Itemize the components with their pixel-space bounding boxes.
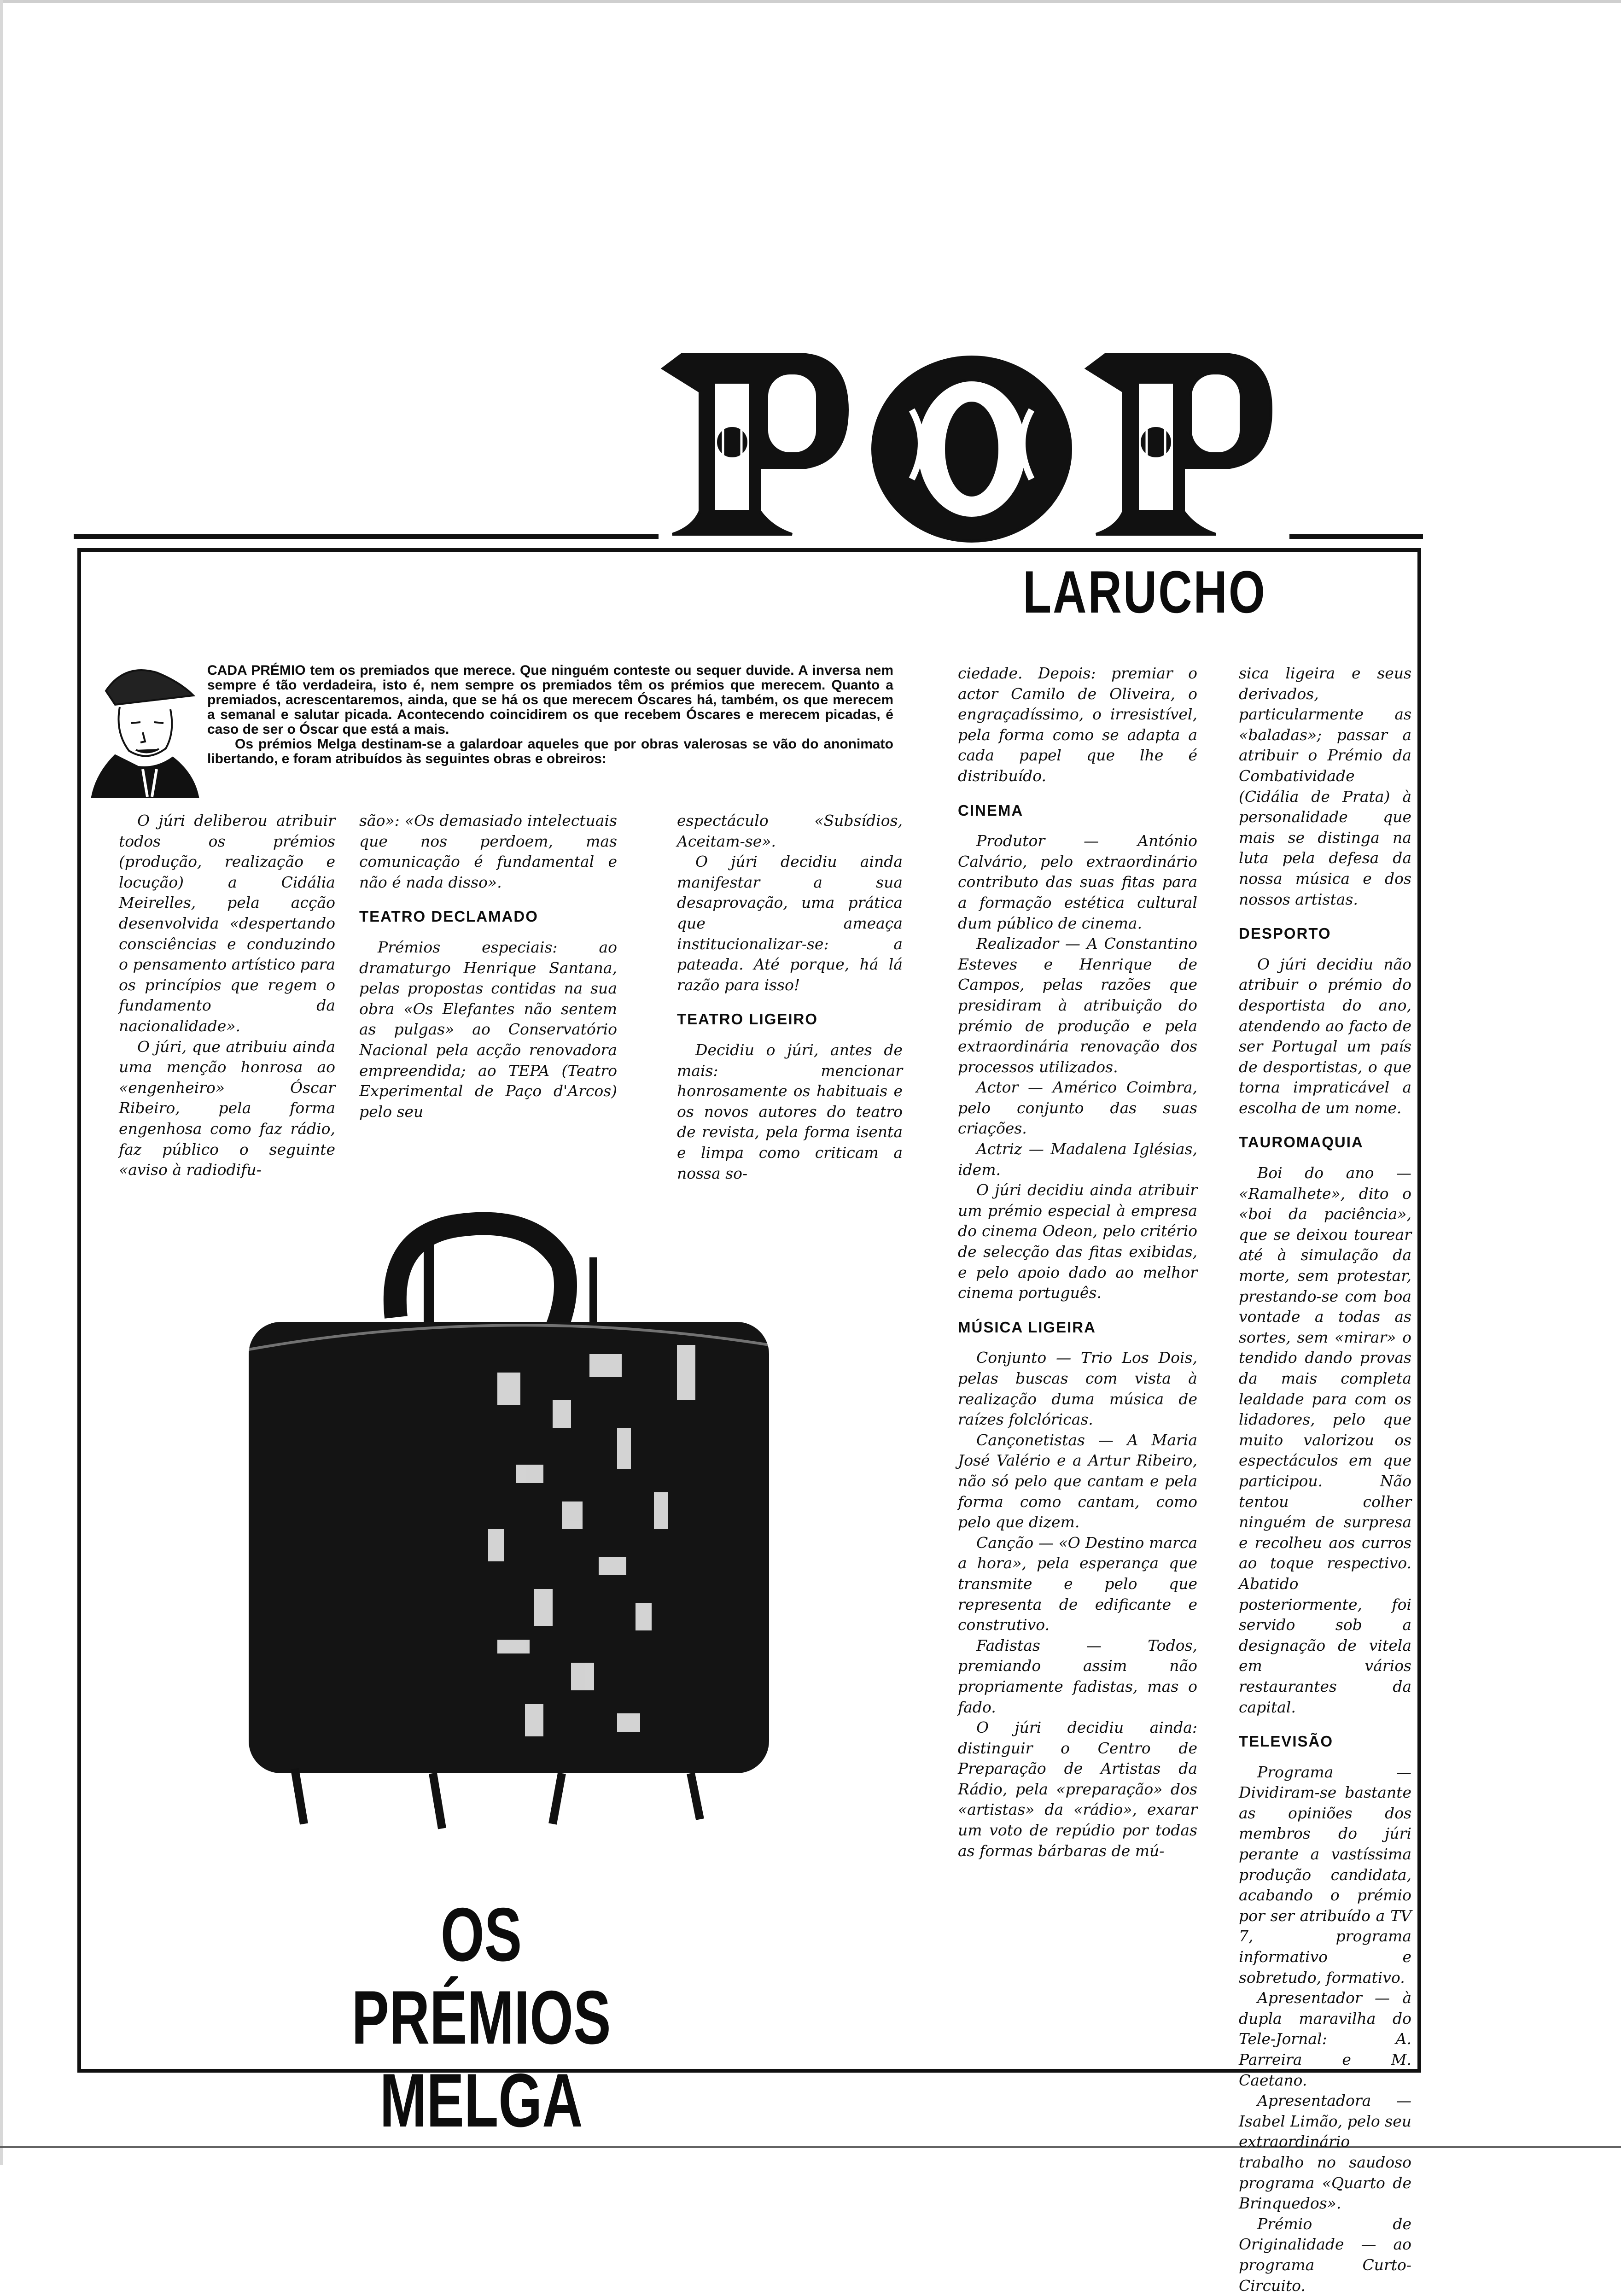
paragraph: Decidiu o júri, antes de mais: mencionar honrosamente os habituais e os novos autores do teatro de revista, pela forma isenta e limpa como criticam a nossa so- [677,1040,903,1182]
column-1 [119,811,335,1180]
section-heading: TEATRO LIGEIRO [677,1011,818,1028]
section-heading: CINEMA [958,801,1024,819]
section-heading: TELEVISÃO [1239,1733,1334,1750]
paragraph: Conjunto — Trio Los Dois, pelas buscas com vista à realização duma música de raízes folclóricas. [958,1349,1197,1429]
paragraph: Produtor — António Calvário, pelo extraordinário contributo das suas fitas para a formação estética cultural dum público de cinema. [958,832,1197,932]
caricature-illustration [87,663,203,801]
pop-masthead-logo [654,350,1289,553]
paragraph: Canção — «O Destino marca a hora», pela esperança que transmite e pelo que representa de edificante e construtivo. [958,1533,1197,1634]
paragraph: O júri, que atribuiu ainda uma menção honrosa ao «engenheiro» Óscar Ribeiro, pela forma engenhosa como faz rádio, faz público o seguinte «aviso à radiodifu- [119,1037,335,1179]
paragraph: Apresentador — à dupla maravilha do Tele-Jornal: A. Parreira e M. Caetano. [1239,1989,1411,2089]
paragraph: são»: «Os demasiado intelectuais que nos perdoem, mas comunicação é fundamental e não é nada disso». [359,812,617,891]
frame-rule-left [74,534,659,539]
scan-mark [0,0,3,2165]
paragraph: Cançonetistas — A Maria José Valério e a Artur Ribeiro, não só pelo que cantam e pela forma como cantam, como pelo que dizem. [958,1431,1197,1531]
headline [340,1893,623,2142]
headline-line-1: OS PRÉMIOS [351,1892,611,2060]
intro-text-2: Os prémios Melga destinam-se a galardoar aqueles que por obras valerosas se vão do anonimato libertando, e foram atribuídos às seguintes obras e obreiros: [207,736,893,766]
paragraph: Boi do ano — «Ramalhete», dito o «boi da paciência», que se deixou tourear até à simulação da morte, sem protestar, prestando-se com boa vontade a todas as sortes, sem «mirar» o tendido dando provas da mais completa lealdade para com os lidadores, pelo que muito valorizou os espectáculos em que participou. Não tentou colher ninguém de surpresa e recolheu aos curros ao toque respectivo. Abatido posteriormente, foi servido sob a designação de vitela em vários restaurantes da capital. [1239,1164,1411,1716]
paragraph: ciedade. Depois: premiar o actor Camilo de Oliveira, o engraçadíssimo, o irresistível, pela forma como se adapta a cada papel que lhe é distribuído. [958,664,1197,785]
intro-lead: CADA PRÉMIO [207,663,306,678]
paragraph: espectáculo «Subsídios, Aceitam-se». [677,812,903,850]
paragraph: Prémio de Originalidade — ao programa Curto-Circuito. [1239,2214,1411,2295]
handbag-illustration [239,1207,792,1847]
paragraph: Programa — Dividiram-se bastante as opiniões dos membros do júri perante a vastíssima produção candidata, acabando o prémio por ser atribuído a TV 7, programa informativo e sobretudo, formativo. [1239,1763,1411,1986]
section-heading: TAUROMAQUIA [1239,1133,1364,1151]
paragraph: Prémios especiais: ao dramaturgo Henrique Santana, pelas propostas contidas na sua obra «Os Elefantes não sentem as pulgas» ao Conservatório Nacional pela acção renovadora empreendida; ao TEPA (Teatro Experimental de Paço d'Arcos) pelo seu [359,938,617,1121]
paragraph: Realizador — A Constantino Esteves e Henrique de Campos, pelas razões que presidiram à atribuição do prémio de produção e pela extraordinária renovação dos processos utilizados. [958,935,1197,1076]
paragraph: O júri decidiu ainda atribuir um prémio especial à empresa do cinema Odeon, pelo critério de selecção das fitas exibidas, e pelo apoio dado ao melhor cinema português. [958,1181,1197,1302]
paragraph: Actor — Américo Coimbra, pelo conjunto das suas criações. [958,1078,1197,1138]
column-4 [958,663,1197,1861]
section-heading: DESPORTO [1239,925,1331,942]
paragraph: Fadistas — Todos, premiando assim não propriamente fadistas, mas o fado. [958,1636,1197,1716]
paragraph: O júri decidiu não atribuir o prémio do desportista do ano, atendendo ao facto de ser Portugal um país de desportistas, o que torna impraticável a escolha de um nome. [1239,955,1411,1117]
paragraph: sica ligeira e seus derivados, particularmente as «baladas»; passar a atribuir o Prémio da Combatividade (Cidália de Prata) à personalidade que mais se distinga na luta pela defesa da nossa música e dos nossos artistas. [1239,664,1411,908]
paragraph: Actriz — Madalena Iglésias, idem. [958,1140,1197,1179]
paragraph: O júri deliberou atribuir todos os prémios (produção, realização e locução) a Cidália Meirelles, pela acção desenvolvida «despertando consciências e conduzindo o pensamento artístico para os princípios que regem o fundamento da nacionalidade». [119,812,335,1035]
intro-paragraph [207,663,893,766]
paragraph: O júri decidiu ainda manifestar a sua desaprovação, uma prática que ameaça institucionalizar-se: a pateada. Até porque, há lá razão para isso! [677,853,903,994]
scan-mark [0,0,1621,3]
column-5 [1239,663,1411,2296]
frame-rule-right [1289,534,1423,539]
paragraph: O júri decidiu ainda: distinguir o Centro de Preparação de Artistas da Rádio, pela «preparação» dos «artistas» da «rádio», exarar um voto de repúdio por todas as formas bárbaras de mú- [958,1718,1197,1860]
column-2 [359,811,617,1122]
section-heading: MÚSICA LIGEIRA [958,1318,1096,1336]
section-heading: TEATRO DECLAMADO [359,908,538,925]
headline-line-2: MELGA [379,2058,583,2143]
intro-text: tem os premiados que merece. Que ninguém conteste ou sequer duvide. A inversa nem sempre é tão verdadeira, isto é, nem sempre os premiados têm os prémios que merecem. Quanto a premiados, acrescentaremos, ainda, que se há os que merecem Óscares há, também, os que merecem a semanal e salutar picada. Acontecendo coincidirem os que recebem Óscares e merecem picadas, é caso de ser o Óscar que está a mais. [207,663,893,737]
author-byline: LARUCHO [1023,558,1266,625]
column-3 [677,811,903,1184]
paragraph: Apresentadora — Isabel Limão, pelo seu extraordinário trabalho no saudoso programa «Quarto de Brinquedos». [1239,2092,1411,2213]
